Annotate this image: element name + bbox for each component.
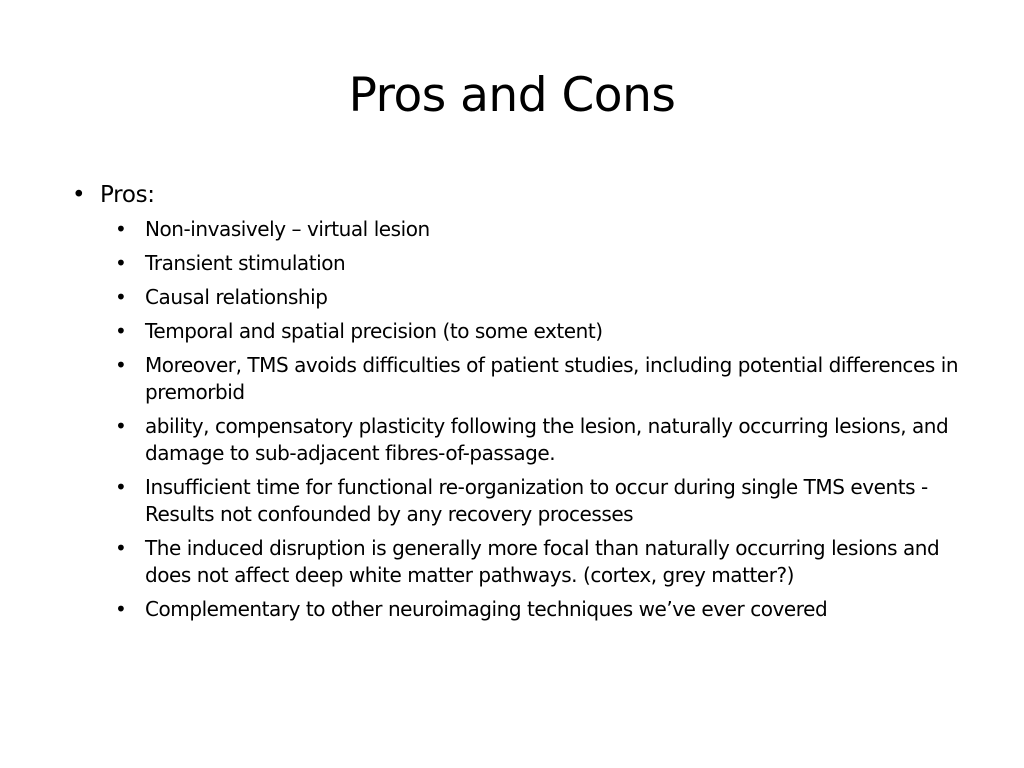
- bullet-icon: •: [115, 353, 127, 377]
- bullet-icon: •: [115, 414, 127, 438]
- list-item: [72, 413, 977, 467]
- bullet-icon: •: [72, 182, 86, 208]
- bullet-icon: •: [115, 536, 127, 560]
- list-item: [72, 474, 977, 528]
- list-item-text: The induced disruption is generally more focal than naturally occurring lesions and does not affect deep white matter pathways. (cortex, grey matter?): [145, 536, 940, 587]
- list-item: [72, 352, 977, 406]
- bullet-icon: •: [115, 475, 127, 499]
- list-item-text: Causal relationship: [145, 285, 328, 309]
- list-item: [72, 596, 977, 623]
- list-item-text: ability, compensatory plasticity following the lesion, naturally occurring lesions, and damage to sub-adjacent fibres-of-passage.: [145, 414, 949, 465]
- list-item-text: Moreover, TMS avoids difficulties of patient studies, including potential differences in premorbid: [145, 353, 959, 404]
- bullet-icon: •: [115, 597, 127, 621]
- list-item-text: Transient stimulation: [145, 251, 346, 275]
- list-item-text: Insufficient time for functional re-organization to occur during single TMS events - Results not confounded by any recovery processes: [145, 475, 928, 526]
- list-item: [72, 216, 977, 243]
- bullet-icon: •: [115, 217, 127, 241]
- bullet-icon: •: [115, 285, 127, 309]
- bullet-icon: •: [115, 319, 127, 343]
- bullet-pros: [72, 176, 977, 214]
- bullet-pros-label: Pros:: [100, 182, 155, 208]
- slide-title: Pros and Cons: [348, 68, 676, 123]
- list-item: [72, 535, 977, 589]
- pros-list: [72, 216, 977, 623]
- bullet-icon: •: [115, 251, 127, 275]
- list-item: [72, 318, 977, 345]
- list-item: [72, 250, 977, 277]
- list-item-text: Temporal and spatial precision (to some extent): [145, 319, 603, 343]
- list-item-text: Non-invasively – virtual lesion: [145, 217, 430, 241]
- list-item: [72, 284, 977, 311]
- list-item-text: Complementary to other neuroimaging techniques we’ve ever covered: [145, 597, 828, 621]
- slide-content: [72, 176, 977, 630]
